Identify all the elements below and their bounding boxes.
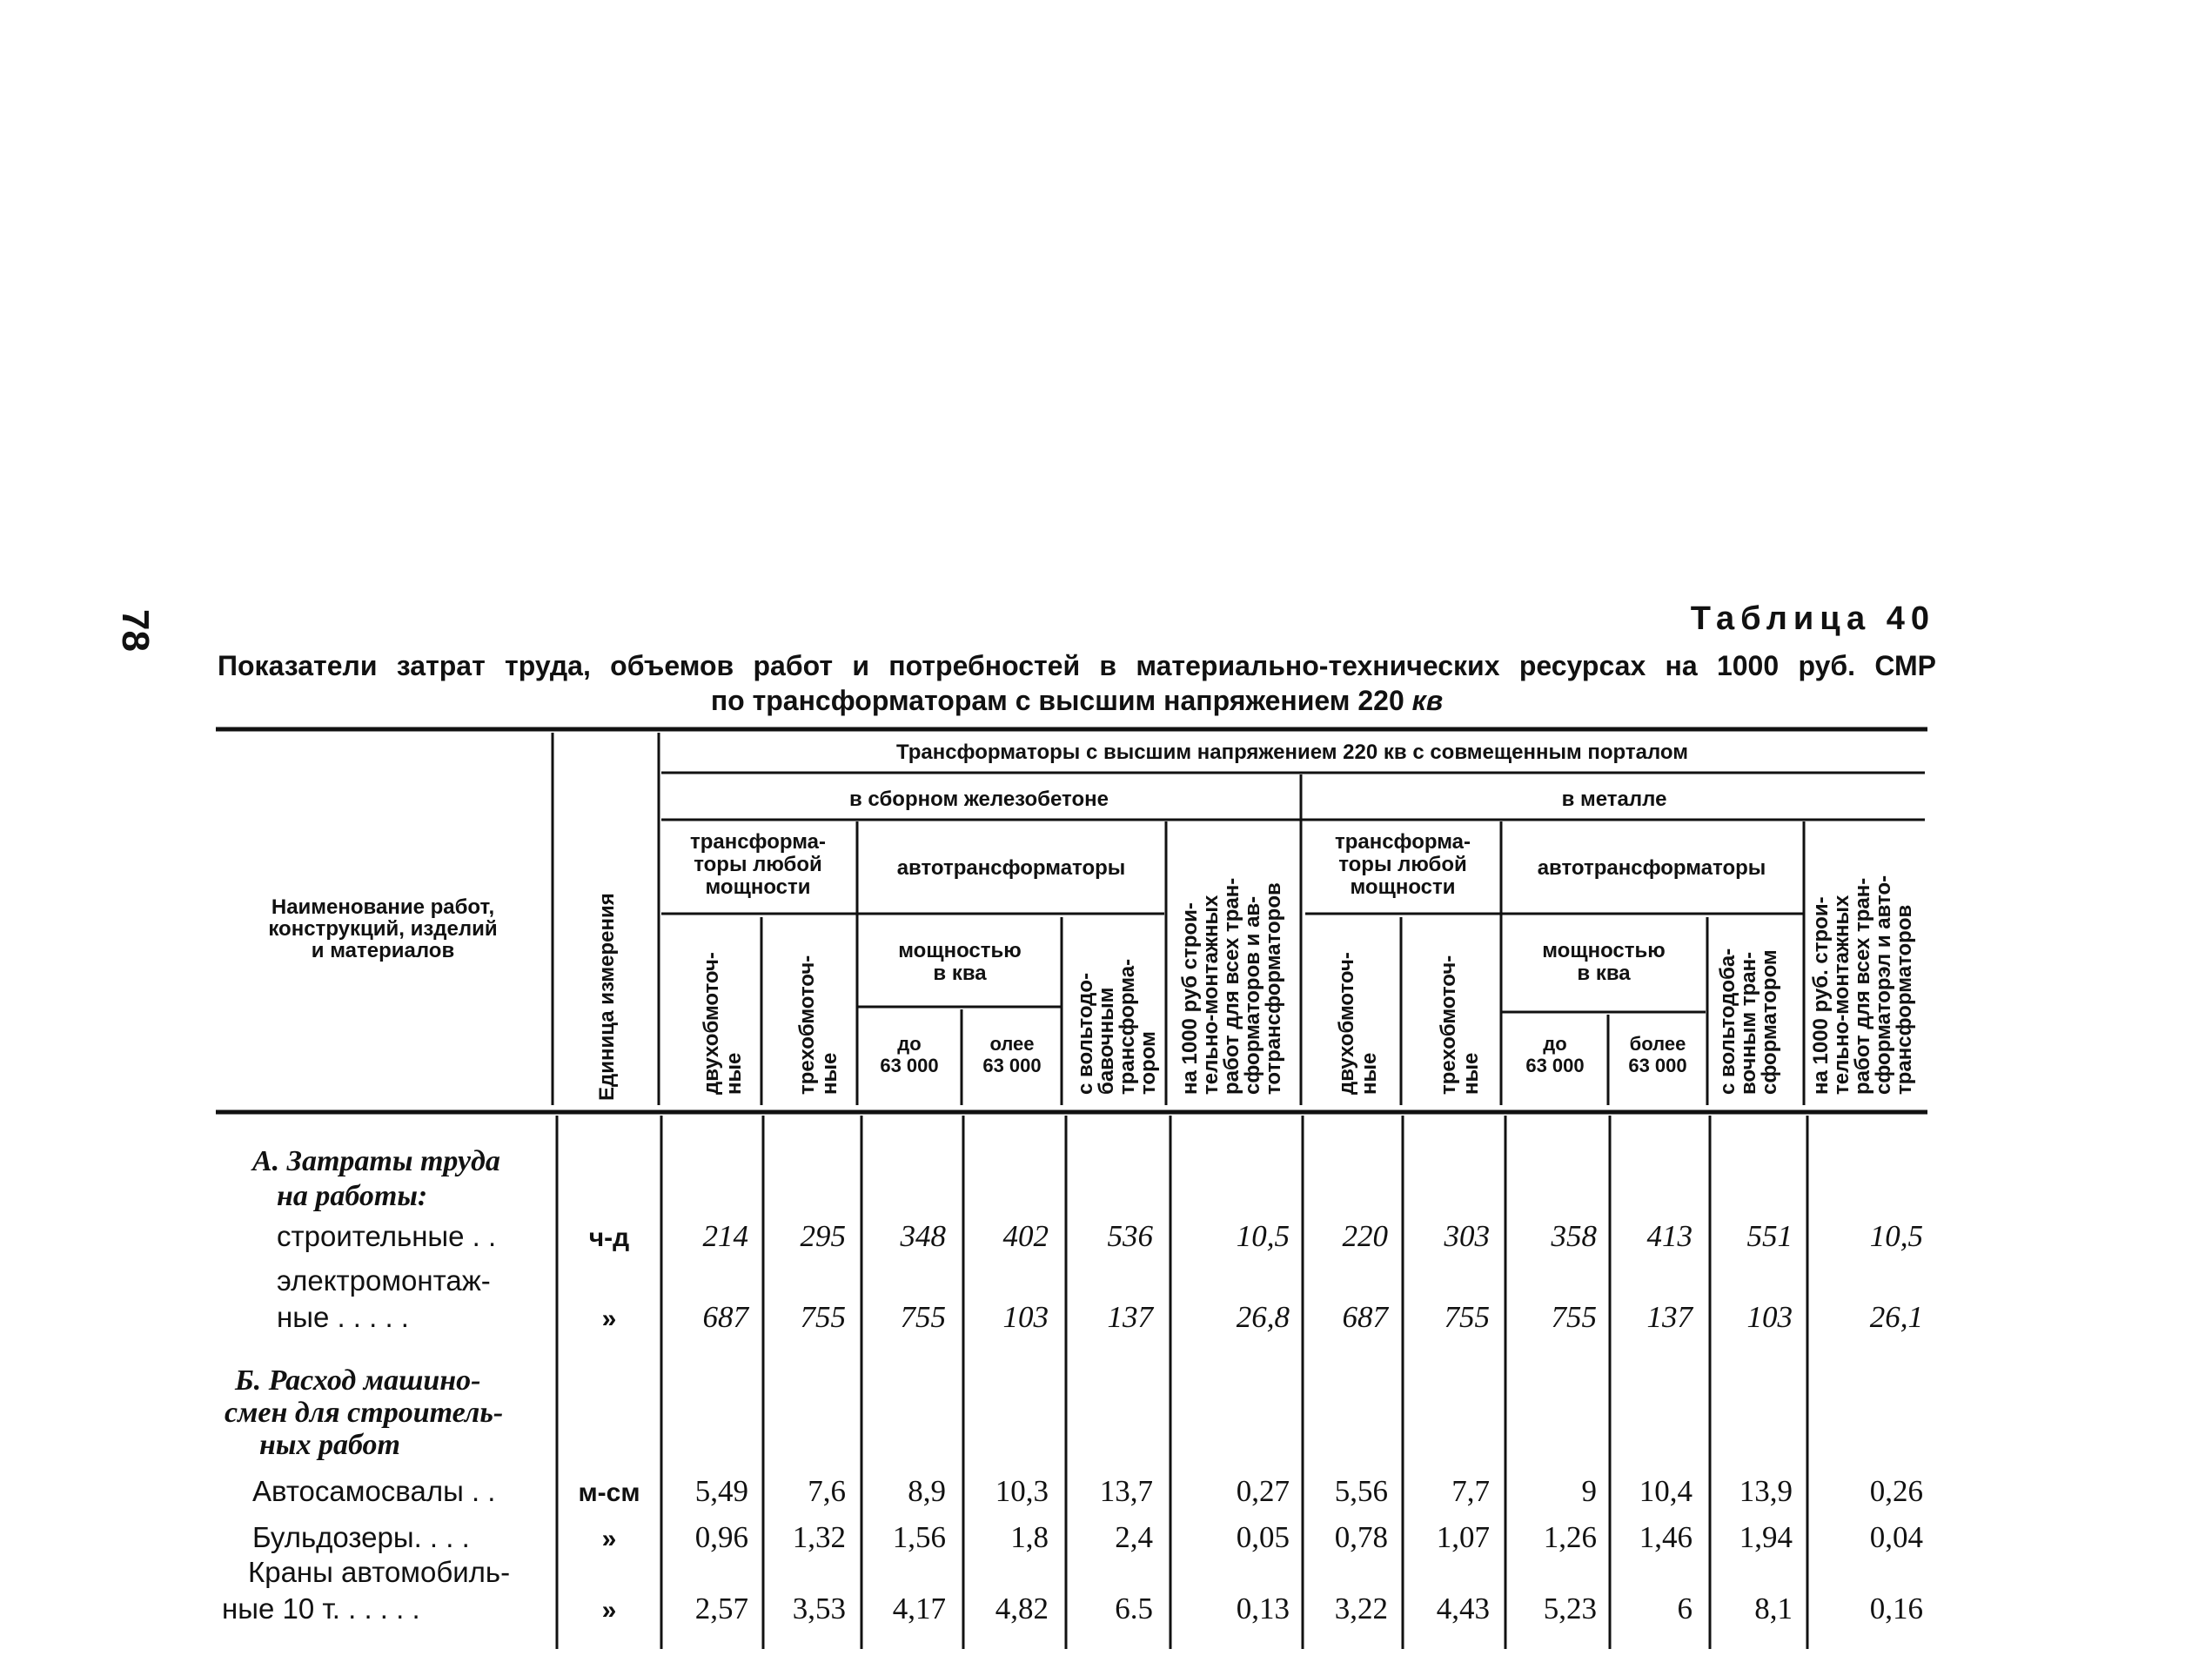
g2-per1000-1: на 1000 руб. строи- xyxy=(1809,896,1833,1095)
table-cell: 10,4 xyxy=(1639,1474,1693,1508)
table-cell: 3,22 xyxy=(1334,1592,1388,1625)
header-name-line1: Наименование работ, xyxy=(271,895,495,919)
table-cell: 5,56 xyxy=(1334,1474,1388,1508)
g2-booster-1: с вольтодоба- xyxy=(1716,948,1739,1095)
table-cell: 2,4 xyxy=(1115,1520,1153,1554)
table-cell: 358 xyxy=(1551,1219,1597,1253)
table-cell: 0,78 xyxy=(1334,1520,1388,1554)
g1-two-winding xyxy=(700,952,746,1095)
g1-per1000-3: работ для всех тран- xyxy=(1220,877,1243,1095)
g1-two-winding-2: ные xyxy=(722,1052,746,1095)
section-b-title-2: смен для строитель- xyxy=(225,1397,504,1429)
g1-three-winding-1: трехобмоточ- xyxy=(795,955,819,1095)
section-b-title-3: ных работ xyxy=(259,1429,400,1461)
header-name-line3: и материалов xyxy=(311,939,455,962)
g2-upto-1: до xyxy=(1543,1033,1567,1055)
table-cell: 1,32 xyxy=(792,1520,846,1554)
g2-three-winding xyxy=(1437,955,1483,1095)
page-number: 78 xyxy=(114,609,157,652)
table-cell: 2,57 xyxy=(694,1592,748,1625)
g2-two-winding-2: ные xyxy=(1357,1052,1381,1095)
g2-booster xyxy=(1716,948,1781,1095)
table-cell: 10,5 xyxy=(1236,1219,1290,1253)
table-cell: 295 xyxy=(800,1219,846,1253)
g1-upto-1: до xyxy=(897,1033,922,1055)
table-cell: 26,1 xyxy=(1869,1300,1923,1334)
table-cell: 8,9 xyxy=(908,1474,946,1508)
table-cell: 7,7 xyxy=(1451,1474,1490,1508)
table-cell: 13,7 xyxy=(1099,1474,1153,1508)
g2-autotransformers: автотрансформаторы xyxy=(1537,856,1766,880)
table-label: Таблица 40 xyxy=(1690,600,1935,637)
g1-per1000-4: сформаторов и ав- xyxy=(1241,895,1264,1095)
row-0-name-line-0: строительные . . xyxy=(277,1220,497,1252)
section-a-title-1: А. Затраты труда xyxy=(252,1145,500,1177)
g2-transformers-any-2: торы любой xyxy=(1338,853,1467,876)
g2-three-winding-2: ные xyxy=(1459,1052,1483,1095)
g2-booster-2: вочным тран- xyxy=(1737,951,1760,1095)
table-cell: 1,56 xyxy=(892,1520,946,1554)
g2-transformers-any-3: мощности xyxy=(1350,875,1456,899)
g2-transformers-any-1: трансформа- xyxy=(1334,830,1471,854)
g1-three-winding-2: ные xyxy=(818,1052,841,1095)
g2-per1000-5: трансформаторов xyxy=(1893,904,1916,1095)
section-a-title-2: на работы: xyxy=(277,1180,428,1212)
table-cell: 348 xyxy=(900,1219,946,1253)
table-cell: 755 xyxy=(1444,1300,1490,1334)
table-cell: 0,05 xyxy=(1236,1520,1290,1554)
row-3-name-line-0: Бульдозеры. . . . xyxy=(252,1521,470,1553)
table-cell: 1,07 xyxy=(1436,1520,1490,1554)
table-cell: 0,04 xyxy=(1869,1520,1923,1554)
g1-booster-2: бавочным xyxy=(1095,987,1118,1095)
g1-power-2: в ква xyxy=(933,962,987,985)
table-cell: 4,82 xyxy=(995,1592,1049,1625)
table-cell: 0,16 xyxy=(1869,1592,1923,1625)
g1-booster xyxy=(1074,959,1160,1095)
section-b-title-1: Б. Расход машино- xyxy=(235,1364,481,1397)
g1-three-winding xyxy=(795,955,841,1095)
table-cell: 26,8 xyxy=(1236,1300,1290,1334)
table-cell: 10,5 xyxy=(1869,1219,1923,1253)
header-group2: в металле xyxy=(1561,788,1667,811)
g2-two-winding xyxy=(1335,952,1381,1095)
table-cell: 687 xyxy=(702,1300,748,1334)
title-line2-unit: кв xyxy=(1411,685,1444,716)
g1-transformers-any-2: торы любой xyxy=(694,853,822,876)
table-cell: 5,23 xyxy=(1543,1592,1597,1625)
table-cell: 0,26 xyxy=(1869,1474,1923,1508)
table-cell: 103 xyxy=(1746,1300,1793,1334)
g2-per1000-4: сформаторэл и авто- xyxy=(1872,875,1895,1095)
g1-autotransformers: автотрансформаторы xyxy=(896,856,1126,880)
table-cell: 1,8 xyxy=(1010,1520,1049,1554)
g1-booster-1: с вольтодо- xyxy=(1074,972,1097,1095)
header-unit-col: Единица измерения xyxy=(595,893,619,1101)
g1-power-1: мощностью xyxy=(898,939,1022,962)
g1-transformers-any-3: мощности xyxy=(705,875,811,899)
table-cell: 1,94 xyxy=(1739,1520,1793,1554)
table-cell: 1,26 xyxy=(1543,1520,1597,1554)
g2-over-2: 63 000 xyxy=(1628,1055,1687,1076)
table-cell: 536 xyxy=(1107,1219,1153,1253)
table-cell: 0,27 xyxy=(1236,1474,1290,1508)
table-cell: 220 xyxy=(1342,1219,1388,1253)
row-1-unit: » xyxy=(601,1304,617,1333)
g1-over-2: 63 000 xyxy=(982,1055,1042,1076)
title-line2-text: по трансформаторам с высшим напряжением 220 xyxy=(710,685,1412,716)
g1-per1000 xyxy=(1178,878,1285,1095)
table-cell: 10,3 xyxy=(995,1474,1049,1508)
g2-power-2: в ква xyxy=(1577,962,1631,985)
table-cell: 5,49 xyxy=(694,1474,748,1508)
g2-power-1: мощностью xyxy=(1542,939,1666,962)
table-cell: 7,6 xyxy=(808,1474,846,1508)
table-cell: 214 xyxy=(702,1219,748,1253)
g2-three-winding-1: трехобмоточ- xyxy=(1437,955,1460,1095)
table-cell: 9 xyxy=(1581,1474,1597,1508)
g2-booster-3: сформатором xyxy=(1758,949,1781,1095)
g2-per1000-3: работ для всех тран- xyxy=(1851,877,1874,1095)
header-name-col xyxy=(268,895,497,962)
row-2-name-line-0: Автосамосвалы . . xyxy=(252,1475,496,1507)
row-2-unit: м-см xyxy=(578,1478,640,1507)
table-cell: 413 xyxy=(1646,1219,1693,1253)
row-4-unit: » xyxy=(601,1596,617,1625)
g1-over-1: олее xyxy=(989,1033,1035,1055)
table-cell: 3,53 xyxy=(792,1592,846,1625)
g1-transformers-any-1: трансформа- xyxy=(689,830,827,854)
g2-two-winding-1: двухобмоточ- xyxy=(1335,952,1358,1095)
row-1-name-line-1: ные . . . . . xyxy=(277,1301,409,1333)
table-cell: 137 xyxy=(1107,1300,1153,1334)
table-title-line1: Показатели затрат труда, объемов работ и потребностей в материально-технических ресурсах на 1000 руб. СМР xyxy=(218,650,1936,681)
g1-upto-2: 63 000 xyxy=(880,1055,939,1076)
row-4-name-line-0: Краны автомобиль- xyxy=(248,1556,511,1588)
table-cell: 4,17 xyxy=(892,1592,946,1625)
g1-booster-4: тором xyxy=(1136,1031,1160,1095)
g1-booster-3: трансформа- xyxy=(1116,958,1139,1095)
table-cell: 551 xyxy=(1746,1219,1793,1253)
g2-per1000-2: тельно-монтажных xyxy=(1830,895,1853,1095)
row-1-name-line-0: электромонтаж- xyxy=(277,1264,491,1297)
table-cell: 687 xyxy=(1342,1300,1388,1334)
table-cell: 755 xyxy=(1551,1300,1597,1334)
g2-over-1: более xyxy=(1629,1033,1686,1055)
g1-per1000-5: тотрансформаторов xyxy=(1262,882,1285,1095)
g1-per1000-1: на 1000 руб строи- xyxy=(1178,902,1202,1095)
row-0-unit: ч-д xyxy=(588,1223,630,1252)
table-cell: 6.5 xyxy=(1115,1592,1153,1625)
row-4-name-line-1: ные 10 т. . . . . . xyxy=(222,1592,420,1625)
table-cell: 8,1 xyxy=(1754,1592,1793,1625)
table-cell: 103 xyxy=(1002,1300,1049,1334)
table-cell: 755 xyxy=(900,1300,946,1334)
table-cell: 1,46 xyxy=(1639,1520,1693,1554)
g2-upto-2: 63 000 xyxy=(1525,1055,1585,1076)
row-3-unit: » xyxy=(601,1525,617,1553)
g2-per1000 xyxy=(1809,875,1916,1095)
table-cell: 137 xyxy=(1646,1300,1693,1334)
table-cell: 13,9 xyxy=(1739,1474,1793,1508)
table-cell: 0,13 xyxy=(1236,1592,1290,1625)
table-cell: 755 xyxy=(800,1300,846,1334)
table-cell: 402 xyxy=(1002,1219,1049,1253)
table-cell: 6 xyxy=(1677,1592,1693,1625)
header-group1: в сборном железобетоне xyxy=(849,788,1109,811)
g1-two-winding-1: двухобмоточ- xyxy=(700,952,723,1095)
table-cell: 4,43 xyxy=(1436,1592,1490,1625)
table-cell: 303 xyxy=(1444,1219,1490,1253)
header-name-line2: конструкций, изделий xyxy=(268,917,498,941)
g1-per1000-2: тельно-монтажных xyxy=(1199,895,1223,1095)
table-cell: 0,96 xyxy=(694,1520,748,1554)
header-top: Трансформаторы с высшим напряжением 220 кв с совмещенным порталом xyxy=(895,741,1689,764)
